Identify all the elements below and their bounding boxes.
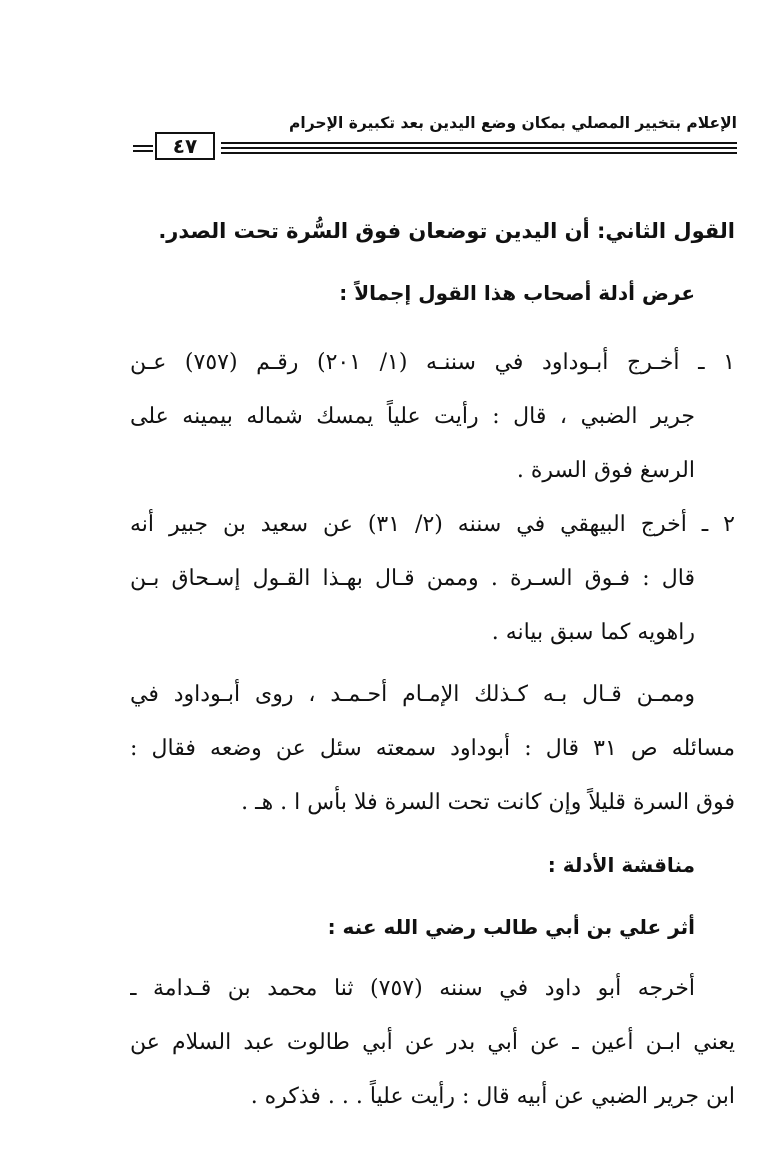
- text-line: وممـن قـال بـه كـذلك الإمـام أحـمـد ، روى أبـوداود في: [130, 682, 695, 707]
- paragraph-takhrij: [130, 962, 735, 1124]
- text-line: يعني ابـن أعين ـ عن أبي بدر عن أبي طالوت عبد السلام عن: [130, 1030, 735, 1055]
- header-rule-left: [133, 145, 153, 147]
- text-line: الرسغ فوق السرة .: [516, 458, 695, 483]
- heading-evidence-overview: عرض أدلة أصحاب هذا القول إجمالاً :: [339, 281, 695, 305]
- header-rule: [221, 152, 737, 154]
- text-line: راهويه كما سبق بيانه .: [491, 620, 695, 645]
- evidence-item-2: [130, 498, 735, 660]
- heading-athar-ali: أثر علي بن أبي طالب رضي الله عنه :: [327, 915, 695, 939]
- text-line: جرير الضبي ، قال : رأيت علياً يمسك شماله بيمينه على: [130, 404, 695, 429]
- paragraph-ahmad: [130, 668, 735, 830]
- text-line: ٢ ـ أخرج البيهقي في سننه (٢/ ٣١) عن سعيد بن جبير أنه: [130, 512, 735, 537]
- page-header: [125, 112, 737, 162]
- text-line: مسائله ص ٣١ قال : أبوداود سمعته سئل عن وضعه فقال :: [130, 736, 735, 761]
- evidence-item-1: [130, 336, 735, 498]
- text-line: أخرجه أبو داود في سننه (٧٥٧) ثنا محمد بن قـدامة ـ: [130, 976, 695, 1001]
- heading-discussion: مناقشة الأدلة :: [547, 853, 695, 877]
- text-line: فوق السرة قليلاً وإن كانت تحت السرة فلا بأس ا . هـ .: [241, 790, 735, 815]
- header-rule-left: [133, 150, 153, 152]
- header-rule: [221, 147, 737, 149]
- running-title: الإعلام بتخيير المصلي بمكان وضع اليدين بعد تكبيرة الإحرام: [289, 114, 737, 132]
- heading-second-view: القول الثاني: أن اليدين توضعان فوق السُّرة تحت الصدر.: [158, 219, 735, 243]
- text-line: ١ ـ أخـرج أبـوداود في سننـه (١/ ٢٠١) رقـم (٧٥٧) عـن: [130, 350, 735, 375]
- text-line: ابن جرير الضبي عن أبيه قال : رأيت علياً . . . فذكره .: [250, 1084, 735, 1109]
- page-body: [130, 204, 735, 1124]
- header-rule: [221, 142, 737, 144]
- text-line: قال : فـوق السـرة . وممن قـال بهـذا القـول إسـحاق بـن: [130, 566, 695, 591]
- page-number: ٤٧: [155, 132, 215, 160]
